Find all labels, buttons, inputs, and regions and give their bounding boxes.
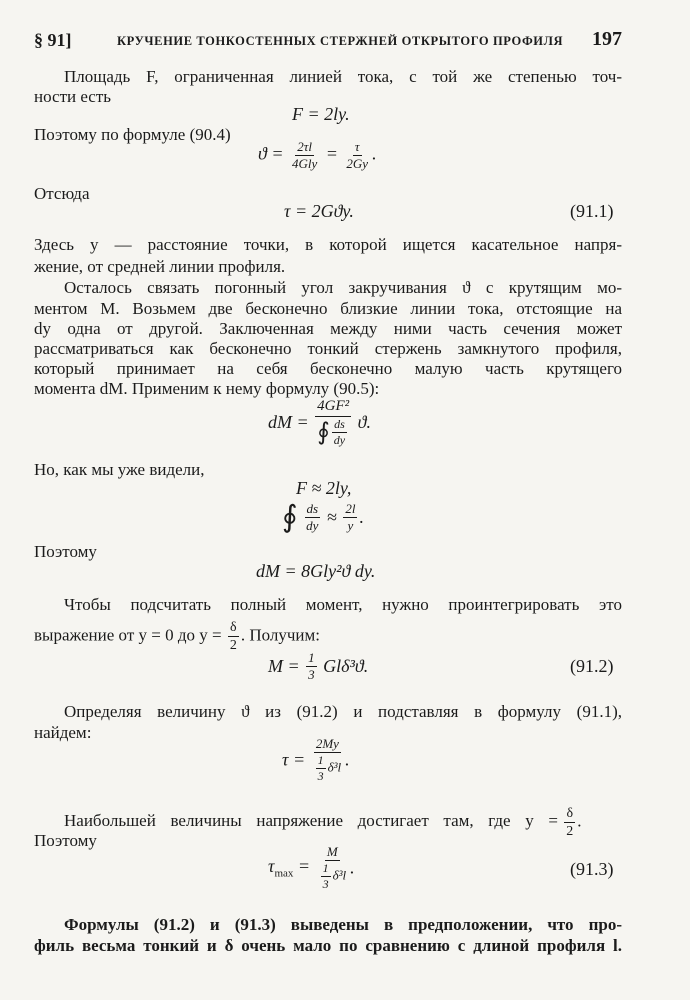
fraction: $\frac{1}{3}$ <box>308 650 315 682</box>
equation-theta: ϑ = $\frac{2\tau l}{\text{4Gly}}$ = $\frac{\tau}{2Gy}$ . <box>258 139 377 171</box>
eq-lhs: ϑ = <box>258 143 284 164</box>
text-line: найдем: <box>34 723 92 742</box>
fraction: 2My $\frac{1}{3}$ δ³l <box>315 736 342 783</box>
text-line: Поэтому по формуле (90.4) <box>34 125 231 144</box>
text-line: филь весьма тонкий и δ очень мало по сравнению с длиной профиля l. <box>34 936 622 955</box>
equation-F: F ≈ 2ly, <box>296 478 352 498</box>
fraction: 4GF² ∮ $\frac{ds}{dy}$ <box>317 398 350 447</box>
equation-tau: τ = 2Gϑy. <box>284 201 354 221</box>
text-line: Формулы (91.2) и (91.3) выведены в предположении, что про- <box>64 915 622 934</box>
text-line: Чтобы подсчитать полный момент, нужно проинтегрировать это <box>64 595 622 614</box>
text-line: Определяя величину ϑ из (91.2) и подставляя в формулу (91.1), <box>64 702 622 721</box>
text-line: рассматриваться как бесконечно тонкий стержень замкнутого профиля, <box>34 339 622 358</box>
fraction: $\frac{ds}{dy}$ <box>306 501 319 533</box>
fraction: M $\frac{1}{3}$ δ³l <box>322 844 347 891</box>
equation-area: F = 2ly. <box>292 104 350 124</box>
running-title: КРУЧЕНИЕ ТОНКОСТЕННЫХ СТЕРЖНЕЙ ОТКРЫТОГО ПРОФИЛЯ <box>117 34 564 48</box>
equation-M: M = $\frac{1}{3}$ Glδ³ϑ. <box>268 650 369 682</box>
contour-integral-icon: ∮ <box>317 419 330 446</box>
equation-number: (91.1) <box>570 201 614 221</box>
text-line: жение, от средней линии профиля. <box>34 257 286 276</box>
section-number: § 91] <box>34 30 72 50</box>
text-line: ментом M. Возьмем две бесконечно близкие линии тока, отстоящие на <box>34 299 622 318</box>
contour-integral-icon: ∮ <box>282 500 298 534</box>
text-line: Отсюда <box>34 184 90 203</box>
equation-tau-M: τ = 2My $\frac{1}{3}$ δ³l . <box>282 736 350 783</box>
fraction: $\frac{2\tau l}{\text{4Gly}}$ <box>291 139 318 171</box>
equation-dM: dM = 4GF² ∮ $\frac{ds}{dy}$ ϑ. <box>268 398 371 447</box>
text-line: момента dM. Применим к нему формулу (90.5): <box>34 379 380 398</box>
equation-number: (91.2) <box>570 656 614 676</box>
equation-integral: ∮ $\frac{ds}{dy}$ ≈ $\frac{2l}{y}$ . <box>282 500 364 534</box>
text-line: выражение от y = 0 до y = $\frac{\delta}{2}$ . Получим: <box>34 620 321 653</box>
fraction: $\frac{\delta}{2}$ <box>566 806 574 839</box>
text-line: ности есть <box>34 87 112 106</box>
text-line: Наибольшей величины напряжение достигает там, где y = $\frac{\delta}{2}$ . <box>64 806 582 839</box>
fraction: $\frac{\tau}{2Gy}$ <box>346 139 369 171</box>
fraction: $\frac{\delta}{2}$ <box>229 620 237 653</box>
text-line: Поэтому <box>34 831 97 850</box>
page-number: 197 <box>592 28 622 50</box>
text-line: Поэтому <box>34 542 97 561</box>
text-line: Здесь y — расстояние точки, в которой ищется касательное напря- <box>34 235 622 254</box>
text-line: Площадь F, ограниченная линией тока, с той же степенью точ- <box>64 67 622 86</box>
text-line: Осталось связать погонный угол закручивания ϑ с крутящим мо- <box>64 278 622 297</box>
text-line: который принимает на себя бесконечно малую часть крутящего <box>34 359 622 378</box>
equation-number: (91.3) <box>570 859 614 879</box>
equation-dM-final: dM = 8Gly²ϑ dy. <box>256 561 376 581</box>
text-line: Но, как мы уже видели, <box>34 460 205 479</box>
fraction: $\frac{2l}{y}$ <box>345 501 356 533</box>
text-line: dy одна от другой. Заключенная между ними часть сечения может <box>34 319 622 338</box>
equation-tau-max: $\tau_{max}$ = M $\frac{1}{3}$ δ³l . <box>268 844 355 891</box>
